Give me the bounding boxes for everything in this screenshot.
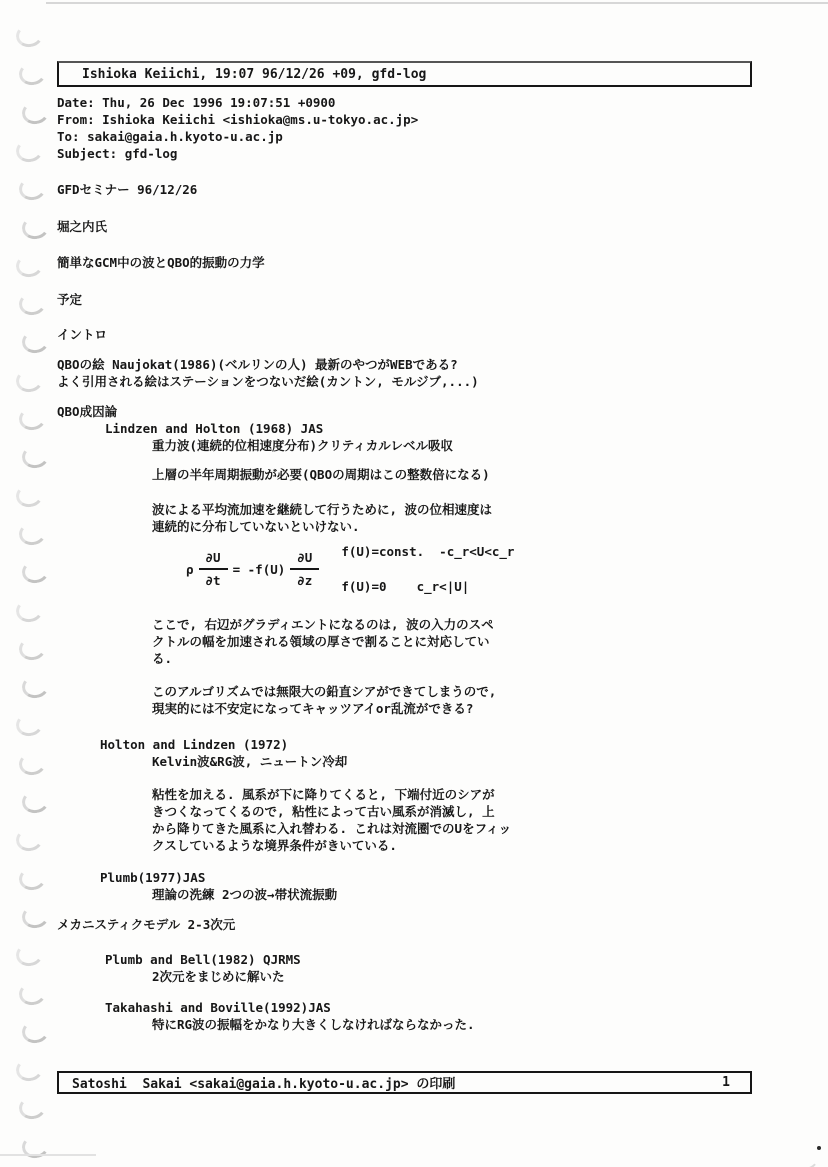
body-line: 上層の半年周期振動が必要(QBOの周期はこの整数倍になる)	[152, 467, 490, 482]
body-line: GFDセミナー 96/12/26	[57, 182, 198, 197]
binding-hole-icon	[17, 1094, 48, 1121]
body-line: Kelvin波&RG波, ニュートン冷却	[152, 754, 348, 769]
body-line: 波による平均流加速を継続して行うために, 波の位相速度は	[152, 502, 493, 517]
condition-top: f(U)=const. -c_r<U<c_r	[341, 544, 515, 559]
body-line: クトルの幅を加速される領域の厚さで割ることに対応してい	[152, 634, 490, 649]
binding-hole-icon	[17, 520, 48, 547]
binding-hole-icon	[20, 673, 51, 700]
body-line: イントロ	[57, 327, 108, 342]
body-line: 簡単なGCM中の波とQBO的振動の力学	[57, 255, 265, 270]
binding-hole-icon	[20, 558, 51, 585]
binding-hole-icon	[17, 60, 48, 87]
scan-artifact-bottom-line	[0, 1154, 96, 1156]
email-header-subject: Subject: gfd-log	[57, 146, 178, 161]
body-line: Plumb(1977)JAS	[100, 870, 206, 885]
binding-hole-icon	[14, 137, 45, 164]
page-number: 1	[722, 1075, 730, 1090]
binding-hole-icon	[17, 290, 48, 317]
header-title: Ishioka Keiichi, 19:07 96/12/26 +09, gfd-log	[82, 66, 427, 82]
binding-hole-icon	[20, 328, 51, 355]
body-line: 特にRG波の振幅をかなり大きくしなければならなかった.	[152, 1017, 475, 1032]
body-line: Takahashi and Boville(1992)JAS	[105, 1000, 331, 1015]
binding-hole-icon	[17, 405, 48, 432]
body-line: る.	[152, 651, 173, 666]
body-line: Lindzen and Holton (1968) JAS	[105, 421, 324, 436]
fraction-denominator: ∂z	[297, 573, 313, 588]
corner-scan-arc	[790, 1149, 819, 1167]
email-header-from: From: Ishioka Keiichi <ishioka@ms.u-tokyo.ac.jp>	[57, 112, 419, 127]
binding-hole-icon	[14, 252, 45, 279]
condition-bottom: f(U)=0 c_r<|U|	[341, 579, 470, 594]
body-line: きつくなってくるので, 粘性によって古い風系が消滅し, 上	[152, 804, 495, 819]
email-header-to: To: sakai@gaia.h.kyoto-u.ac.jp	[57, 129, 283, 144]
binding-hole-icon	[14, 367, 45, 394]
binding-hole-icon	[14, 596, 45, 623]
binding-hole-icon	[20, 788, 51, 815]
fraction-numerator: ∂U	[199, 550, 228, 570]
binding-hole-icon	[14, 941, 45, 968]
body-line: QBO成因論	[57, 404, 118, 419]
binding-hole-icon	[14, 22, 45, 49]
binding-hole-icon	[17, 750, 48, 777]
body-line: クスしているような境界条件がきいている.	[152, 838, 397, 853]
binding-hole-icon	[20, 98, 51, 125]
body-line: 重力波(連続的位相速度分布)クリティカルレベル吸収	[152, 438, 453, 453]
binding-hole-icon	[20, 443, 51, 470]
header-bar	[57, 61, 752, 87]
scan-artifact-top-line	[46, 2, 828, 4]
body-line: このアルゴリズムでは無限大の鉛直シアができてしまうので,	[152, 684, 497, 699]
binding-hole-icon	[17, 864, 48, 891]
body-line: 粘性を加える. 風系が下に降りてくると, 下端付近のシアが	[152, 787, 495, 802]
binding-hole-icon	[20, 903, 51, 930]
body-line: ここで, 右辺がグラディエントになるのは, 波の入力のスペ	[152, 617, 494, 632]
body-line: よく引用される絵はステーションをつないだ絵(カントン, モルジブ,...)	[57, 374, 479, 389]
body-line: 理論の洗練 2つの波→帯状流振動	[152, 887, 338, 902]
fraction-du-dt	[199, 550, 228, 588]
body-line: 現実的には不安定になってキャッツアイor乱流ができる?	[152, 701, 474, 716]
body-line: Plumb and Bell(1982) QJRMS	[105, 952, 301, 967]
body-line: 堀之内氏	[57, 219, 108, 234]
body-line: メカニスティクモデル 2-3次元	[57, 917, 236, 932]
body-line: Holton and Lindzen (1972)	[100, 737, 289, 752]
equation-coefficient: ρ	[186, 561, 194, 577]
equation-conditions	[341, 544, 514, 594]
email-headers	[57, 94, 418, 162]
binding-hole-icon	[17, 175, 48, 202]
body-line: 予定	[57, 292, 83, 307]
binding-hole-icon	[20, 1018, 51, 1045]
footer-bar	[57, 1071, 752, 1094]
fraction-denominator: ∂t	[205, 573, 221, 588]
binding-hole-icon	[17, 979, 48, 1006]
body-line: QBOの絵 Naujokat(1986)(ベルリンの人) 最新のやつがWEBである?	[57, 357, 458, 372]
equation-operator: = -f(U)	[232, 561, 286, 577]
binding-hole-icon	[14, 711, 45, 738]
ink-dot	[817, 1146, 821, 1150]
binding-hole-icon	[20, 213, 51, 240]
body-line: 連続的に分布していないといけない.	[152, 519, 360, 534]
binding-hole-icon	[14, 826, 45, 853]
body-line: から降りてきた風系に入れ替わる. これは対流圏でのUをフィッ	[152, 821, 512, 836]
binding-hole-icon	[14, 481, 45, 508]
binding-hole-icon	[17, 635, 48, 662]
equation	[186, 543, 514, 595]
email-header-date: Date: Thu, 26 Dec 1996 19:07:51 +0900	[57, 95, 336, 110]
fraction-du-dz	[290, 550, 319, 588]
fraction-numerator: ∂U	[290, 550, 319, 570]
binding-hole-icon	[14, 1056, 45, 1083]
footer-text: Satoshi Sakai <sakai@gaia.h.kyoto-u.ac.jp> の印刷	[72, 1077, 456, 1092]
body-line: 2次元をまじめに解いた	[152, 969, 285, 984]
